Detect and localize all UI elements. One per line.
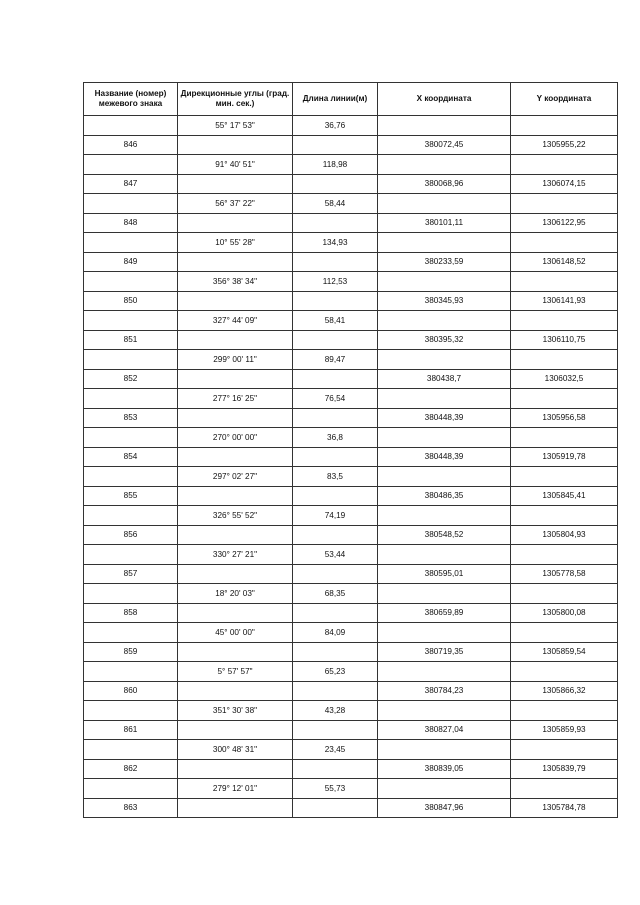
y-cell	[511, 116, 618, 136]
segment-row	[84, 545, 618, 565]
x-cell: 380784,23	[378, 681, 511, 701]
x-cell: 380486,35	[378, 486, 511, 506]
length-cell: 68,35	[293, 584, 378, 604]
name-cell: 847	[84, 174, 178, 194]
y-cell: 1305859,54	[511, 642, 618, 662]
angle-cell: 55° 17' 53"	[178, 116, 293, 136]
y-cell	[511, 272, 618, 292]
name-cell	[84, 194, 178, 214]
length-cell	[293, 759, 378, 779]
x-cell: 380101,11	[378, 213, 511, 233]
name-cell: 853	[84, 408, 178, 428]
segment-row	[84, 389, 618, 409]
y-cell: 1306122,95	[511, 213, 618, 233]
x-cell: 380395,32	[378, 330, 511, 350]
x-cell: 380448,39	[378, 408, 511, 428]
length-cell	[293, 525, 378, 545]
y-cell	[511, 155, 618, 175]
y-cell: 1306110,75	[511, 330, 618, 350]
name-cell	[84, 740, 178, 760]
header-angle: Дирекционные углы (град. мин. сек.)	[178, 83, 293, 116]
point-row	[84, 174, 618, 194]
length-cell: 58,44	[293, 194, 378, 214]
length-cell: 58,41	[293, 311, 378, 331]
name-cell: 859	[84, 642, 178, 662]
length-cell: 83,5	[293, 467, 378, 487]
angle-cell	[178, 135, 293, 155]
segment-row	[84, 584, 618, 604]
name-cell	[84, 272, 178, 292]
point-row	[84, 720, 618, 740]
y-cell: 1305955,22	[511, 135, 618, 155]
y-cell: 1306032,5	[511, 369, 618, 389]
name-cell: 857	[84, 564, 178, 584]
name-cell	[84, 350, 178, 370]
angle-cell	[178, 291, 293, 311]
angle-cell: 91° 40' 51"	[178, 155, 293, 175]
angle-cell: 326° 55' 52"	[178, 506, 293, 526]
x-cell	[378, 545, 511, 565]
x-cell: 380448,39	[378, 447, 511, 467]
point-row	[84, 408, 618, 428]
length-cell	[293, 213, 378, 233]
length-cell: 55,73	[293, 779, 378, 799]
length-cell: 76,54	[293, 389, 378, 409]
name-cell: 856	[84, 525, 178, 545]
length-cell	[293, 252, 378, 272]
x-cell: 380345,93	[378, 291, 511, 311]
header-name: Название (номер) межевого знака	[84, 83, 178, 116]
length-cell	[293, 369, 378, 389]
length-cell	[293, 135, 378, 155]
segment-row	[84, 428, 618, 448]
y-cell: 1305784,78	[511, 798, 618, 818]
angle-cell: 327° 44' 09"	[178, 311, 293, 331]
y-cell	[511, 350, 618, 370]
y-cell: 1305804,93	[511, 525, 618, 545]
angle-cell: 330° 27' 21"	[178, 545, 293, 565]
name-cell	[84, 584, 178, 604]
point-row	[84, 798, 618, 818]
y-cell: 1305956,58	[511, 408, 618, 428]
length-cell	[293, 798, 378, 818]
x-cell: 380659,89	[378, 603, 511, 623]
x-cell: 380839,05	[378, 759, 511, 779]
x-cell: 380847,96	[378, 798, 511, 818]
angle-cell	[178, 564, 293, 584]
x-cell	[378, 116, 511, 136]
name-cell	[84, 428, 178, 448]
angle-cell	[178, 720, 293, 740]
name-cell	[84, 506, 178, 526]
y-cell: 1305866,32	[511, 681, 618, 701]
name-cell: 854	[84, 447, 178, 467]
name-cell	[84, 623, 178, 643]
header-row	[84, 83, 618, 116]
name-cell	[84, 116, 178, 136]
x-cell: 380438,7	[378, 369, 511, 389]
name-cell	[84, 662, 178, 682]
length-cell: 53,44	[293, 545, 378, 565]
segment-row	[84, 623, 618, 643]
y-cell: 1306141,93	[511, 291, 618, 311]
segment-row	[84, 155, 618, 175]
angle-cell	[178, 174, 293, 194]
x-cell: 380068,96	[378, 174, 511, 194]
length-cell	[293, 564, 378, 584]
angle-cell: 297° 02' 27"	[178, 467, 293, 487]
segment-row	[84, 194, 618, 214]
length-cell: 112,53	[293, 272, 378, 292]
header-length: Длина линии(м)	[293, 83, 378, 116]
x-cell	[378, 467, 511, 487]
point-row	[84, 330, 618, 350]
angle-cell: 56° 37' 22"	[178, 194, 293, 214]
x-cell: 380233,59	[378, 252, 511, 272]
x-cell	[378, 701, 511, 721]
name-cell	[84, 311, 178, 331]
x-cell	[378, 233, 511, 253]
segment-row	[84, 272, 618, 292]
length-cell	[293, 447, 378, 467]
length-cell: 43,28	[293, 701, 378, 721]
y-cell: 1306148,52	[511, 252, 618, 272]
point-row	[84, 603, 618, 623]
y-cell: 1305859,93	[511, 720, 618, 740]
segment-row	[84, 311, 618, 331]
point-row	[84, 252, 618, 272]
name-cell	[84, 467, 178, 487]
y-cell	[511, 194, 618, 214]
length-cell: 89,47	[293, 350, 378, 370]
x-cell: 380072,45	[378, 135, 511, 155]
length-cell: 23,45	[293, 740, 378, 760]
angle-cell	[178, 525, 293, 545]
point-row	[84, 135, 618, 155]
length-cell	[293, 408, 378, 428]
name-cell	[84, 701, 178, 721]
point-row	[84, 525, 618, 545]
length-cell: 74,19	[293, 506, 378, 526]
x-cell	[378, 350, 511, 370]
name-cell: 846	[84, 135, 178, 155]
name-cell: 852	[84, 369, 178, 389]
name-cell: 860	[84, 681, 178, 701]
name-cell: 849	[84, 252, 178, 272]
length-cell: 36,8	[293, 428, 378, 448]
angle-cell: 10° 55' 28"	[178, 233, 293, 253]
x-cell: 380595,01	[378, 564, 511, 584]
point-row	[84, 642, 618, 662]
angle-cell	[178, 759, 293, 779]
angle-cell	[178, 369, 293, 389]
table-header	[84, 83, 618, 116]
angle-cell	[178, 213, 293, 233]
y-cell	[511, 623, 618, 643]
name-cell	[84, 779, 178, 799]
point-row	[84, 486, 618, 506]
name-cell: 848	[84, 213, 178, 233]
angle-cell	[178, 486, 293, 506]
length-cell	[293, 486, 378, 506]
name-cell	[84, 233, 178, 253]
y-cell	[511, 389, 618, 409]
length-cell: 118,98	[293, 155, 378, 175]
y-cell: 1306074,15	[511, 174, 618, 194]
x-cell	[378, 779, 511, 799]
y-cell: 1305839,79	[511, 759, 618, 779]
x-cell	[378, 740, 511, 760]
x-cell	[378, 506, 511, 526]
x-cell	[378, 311, 511, 331]
y-cell	[511, 779, 618, 799]
angle-cell: 270° 00' 00"	[178, 428, 293, 448]
segment-row	[84, 233, 618, 253]
x-cell: 380548,52	[378, 525, 511, 545]
point-row	[84, 213, 618, 233]
name-cell: 863	[84, 798, 178, 818]
x-cell: 380719,35	[378, 642, 511, 662]
header-y: Y координата	[511, 83, 618, 116]
angle-cell: 356° 38' 34"	[178, 272, 293, 292]
segment-row	[84, 116, 618, 136]
angle-cell: 277° 16' 25"	[178, 389, 293, 409]
length-cell: 84,09	[293, 623, 378, 643]
angle-cell: 5° 57' 57"	[178, 662, 293, 682]
y-cell	[511, 701, 618, 721]
length-cell	[293, 291, 378, 311]
y-cell: 1305845,41	[511, 486, 618, 506]
angle-cell: 279° 12' 01"	[178, 779, 293, 799]
angle-cell	[178, 642, 293, 662]
angle-cell	[178, 798, 293, 818]
segment-row	[84, 740, 618, 760]
length-cell	[293, 603, 378, 623]
y-cell	[511, 584, 618, 604]
x-cell	[378, 272, 511, 292]
y-cell	[511, 467, 618, 487]
y-cell	[511, 545, 618, 565]
angle-cell: 300° 48' 31"	[178, 740, 293, 760]
segment-row	[84, 506, 618, 526]
angle-cell	[178, 330, 293, 350]
point-row	[84, 369, 618, 389]
name-cell: 850	[84, 291, 178, 311]
x-cell	[378, 428, 511, 448]
length-cell: 134,93	[293, 233, 378, 253]
y-cell	[511, 740, 618, 760]
segment-row	[84, 701, 618, 721]
angle-cell	[178, 408, 293, 428]
segment-row	[84, 662, 618, 682]
x-cell	[378, 623, 511, 643]
length-cell	[293, 174, 378, 194]
length-cell: 36,76	[293, 116, 378, 136]
x-cell	[378, 584, 511, 604]
angle-cell	[178, 447, 293, 467]
point-row	[84, 447, 618, 467]
segment-row	[84, 467, 618, 487]
x-cell	[378, 194, 511, 214]
y-cell	[511, 506, 618, 526]
angle-cell: 351° 30' 38"	[178, 701, 293, 721]
y-cell	[511, 233, 618, 253]
angle-cell: 45° 00' 00"	[178, 623, 293, 643]
name-cell	[84, 155, 178, 175]
y-cell	[511, 662, 618, 682]
point-row	[84, 564, 618, 584]
segment-row	[84, 350, 618, 370]
point-row	[84, 291, 618, 311]
y-cell: 1305800,08	[511, 603, 618, 623]
y-cell	[511, 311, 618, 331]
point-row	[84, 681, 618, 701]
angle-cell: 18° 20' 03"	[178, 584, 293, 604]
name-cell: 851	[84, 330, 178, 350]
angle-cell	[178, 603, 293, 623]
length-cell	[293, 720, 378, 740]
point-row	[84, 759, 618, 779]
length-cell	[293, 642, 378, 662]
y-cell: 1305778,58	[511, 564, 618, 584]
table-body	[84, 116, 618, 818]
y-cell	[511, 428, 618, 448]
x-cell	[378, 662, 511, 682]
boundary-coordinates-table	[83, 82, 618, 818]
name-cell	[84, 389, 178, 409]
name-cell: 862	[84, 759, 178, 779]
x-cell	[378, 389, 511, 409]
name-cell: 858	[84, 603, 178, 623]
segment-row	[84, 779, 618, 799]
x-cell: 380827,04	[378, 720, 511, 740]
angle-cell	[178, 681, 293, 701]
name-cell	[84, 545, 178, 565]
y-cell: 1305919,78	[511, 447, 618, 467]
length-cell: 65,23	[293, 662, 378, 682]
name-cell: 861	[84, 720, 178, 740]
angle-cell: 299° 00' 11"	[178, 350, 293, 370]
length-cell	[293, 681, 378, 701]
name-cell: 855	[84, 486, 178, 506]
length-cell	[293, 330, 378, 350]
header-x: X координата	[378, 83, 511, 116]
x-cell	[378, 155, 511, 175]
angle-cell	[178, 252, 293, 272]
